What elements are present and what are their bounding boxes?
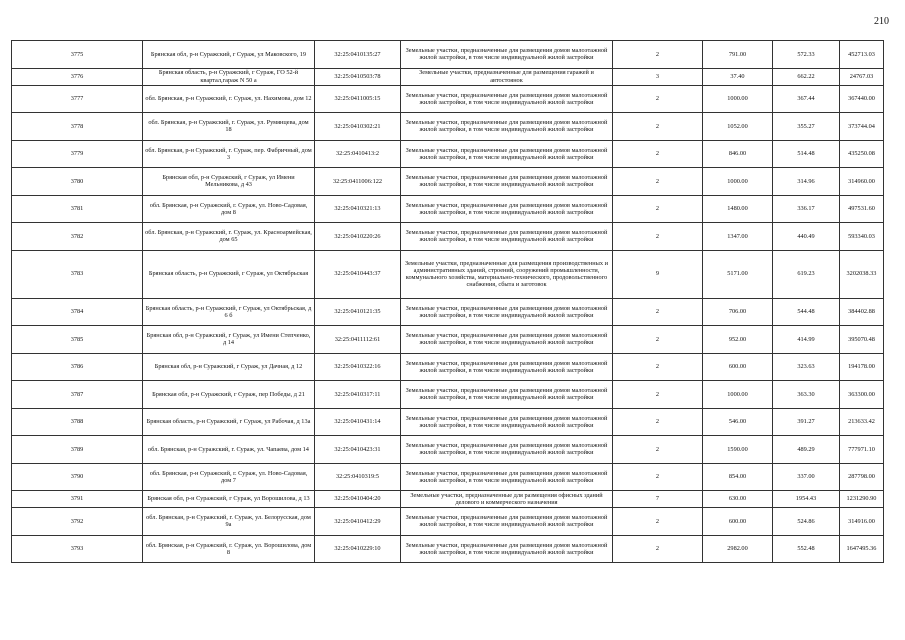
land-use-cell: Земельные участки, предназначенные для размещения домов малоэтажной жилой застройки, в том числе индивидуальной жилой застройки <box>401 381 613 409</box>
use-group-cell: 2 <box>613 535 703 563</box>
specific-value-cell: 440.49 <box>773 223 840 251</box>
specific-value-cell: 524.86 <box>773 508 840 536</box>
row-number-cell: 3785 <box>12 326 143 354</box>
row-number-cell: 3780 <box>12 168 143 196</box>
row-number-cell: 3790 <box>12 463 143 491</box>
row-number-cell: 3782 <box>12 223 143 251</box>
cadastral-number-cell: 32:25:0410317:11 <box>315 381 401 409</box>
area-cell: 37.40 <box>703 68 773 85</box>
use-group-cell: 3 <box>613 68 703 85</box>
cadastral-value-cell: 3202038.33 <box>840 250 884 298</box>
row-number-cell: 3779 <box>12 140 143 168</box>
specific-value-cell: 489.29 <box>773 436 840 464</box>
table-row <box>12 68 884 85</box>
address-cell: Брянская область, р-н Суражский, г Сураж, ГО 52-й квартал,гараж N 50 а <box>143 68 315 85</box>
cadastral-number-cell: 32:25:0411112:61 <box>315 326 401 354</box>
land-use-cell: Земельные участки, предназначенные для размещения домов малоэтажной жилой застройки, в том числе индивидуальной жилой застройки <box>401 140 613 168</box>
cadastral-value-cell: 777971.10 <box>840 436 884 464</box>
specific-value-cell: 414.99 <box>773 326 840 354</box>
address-cell: обл. Брянская, р-н Суражский, г. Сураж, ул. Ново-Садовая, дом 7 <box>143 463 315 491</box>
use-group-cell: 2 <box>613 353 703 381</box>
land-use-cell: Земельные участки, предназначенные для размещения домов малоэтажной жилой застройки, в том числе индивидуальной жилой застройки <box>401 463 613 491</box>
address-cell: Брянская область, р-н Суражский, г Сураж, ул Октябрьская <box>143 250 315 298</box>
land-use-cell: Земельные участки, предназначенные для размещения домов малоэтажной жилой застройки, в том числе индивидуальной жилой застройки <box>401 326 613 354</box>
land-use-cell: Земельные участки, предназначенные для размещения домов малоэтажной жилой застройки, в том числе индивидуальной жилой застройки <box>401 353 613 381</box>
address-cell: обл. Брянская, р-н Суражский, г. Сураж, пер. Фабричный, дом 3 <box>143 140 315 168</box>
specific-value-cell: 336.17 <box>773 195 840 223</box>
use-group-cell: 2 <box>613 463 703 491</box>
cadastral-number-cell: 32:25:0411006:122 <box>315 168 401 196</box>
cadastral-number-cell: 32:25:0410404:20 <box>315 491 401 508</box>
cadastral-value-cell: 314960.00 <box>840 168 884 196</box>
table-row <box>12 535 884 563</box>
land-use-cell: Земельные участки, предназначенные для размещения домов малоэтажной жилой застройки, в том числе индивидуальной жилой застройки <box>401 436 613 464</box>
cadastral-number-cell: 32:25:0410220:26 <box>315 223 401 251</box>
cadastral-value-cell: 287798.00 <box>840 463 884 491</box>
use-group-cell: 2 <box>613 113 703 141</box>
area-cell: 5171.00 <box>703 250 773 298</box>
address-cell: обл. Брянская, р-н Суражский, г. Сураж, ул. Красноармейская, дом 65 <box>143 223 315 251</box>
land-use-cell: Земельные участки, предназначенные для размещения домов малоэтажной жилой застройки, в том числе индивидуальной жилой застройки <box>401 41 613 69</box>
cadastral-value-cell: 367440.00 <box>840 85 884 113</box>
row-number-cell: 3777 <box>12 85 143 113</box>
specific-value-cell: 1954.43 <box>773 491 840 508</box>
use-group-cell: 2 <box>613 41 703 69</box>
specific-value-cell: 662.22 <box>773 68 840 85</box>
table-row <box>12 168 884 196</box>
cadastral-number-cell: 32:25:0410412:29 <box>315 508 401 536</box>
area-cell: 1590.00 <box>703 436 773 464</box>
land-use-cell: Земельные участки, предназначенные для размещения домов малоэтажной жилой застройки, в том числе индивидуальной жилой застройки <box>401 85 613 113</box>
address-cell: Брянская область, р-н Суражский, г Сураж, ул Октябрьская, д 6 б <box>143 298 315 326</box>
cadastral-value-cell: 373744.04 <box>840 113 884 141</box>
table-row <box>12 298 884 326</box>
table-row <box>12 508 884 536</box>
area-cell: 854.00 <box>703 463 773 491</box>
area-cell: 1052.00 <box>703 113 773 141</box>
specific-value-cell: 552.48 <box>773 535 840 563</box>
cadastral-number-cell: 32:25:0410121:35 <box>315 298 401 326</box>
row-number-cell: 3778 <box>12 113 143 141</box>
cadastral-number-cell: 32:25:0411005:15 <box>315 85 401 113</box>
cadastral-value-cell: 593340.03 <box>840 223 884 251</box>
land-use-cell: Земельные участки, предназначенные для размещения домов малоэтажной жилой застройки, в том числе индивидуальной жилой застройки <box>401 168 613 196</box>
row-number-cell: 3791 <box>12 491 143 508</box>
cadastral-value-cell: 314916.00 <box>840 508 884 536</box>
land-use-cell: Земельные участки, предназначенные для размещения домов малоэтажной жилой застройки, в том числе индивидуальной жилой застройки <box>401 223 613 251</box>
address-cell: Брянская обл, р-н Суражский, г Сураж, пер Победы, д 21 <box>143 381 315 409</box>
cadastral-number-cell: 32:25:0410321:13 <box>315 195 401 223</box>
use-group-cell: 2 <box>613 326 703 354</box>
specific-value-cell: 619.23 <box>773 250 840 298</box>
land-use-cell: Земельные участки, предназначенные для размещения домов малоэтажной жилой застройки, в том числе индивидуальной жилой застройки <box>401 113 613 141</box>
address-cell: Брянская обл, р-н Суражский, г Сураж, ул Имени Мельникова, д 43 <box>143 168 315 196</box>
use-group-cell: 2 <box>613 436 703 464</box>
cadastral-value-cell: 497531.60 <box>840 195 884 223</box>
use-group-cell: 2 <box>613 140 703 168</box>
cadastral-value-cell: 213633.42 <box>840 408 884 436</box>
table-row <box>12 326 884 354</box>
address-cell: Брянская обл, р-н Суражский, г Сураж, ул Имени Степченко, д 14 <box>143 326 315 354</box>
row-number-cell: 3787 <box>12 381 143 409</box>
specific-value-cell: 367.44 <box>773 85 840 113</box>
area-cell: 1480.00 <box>703 195 773 223</box>
row-number-cell: 3781 <box>12 195 143 223</box>
area-cell: 1000.00 <box>703 168 773 196</box>
specific-value-cell: 391.27 <box>773 408 840 436</box>
page-number: 210 <box>874 16 889 27</box>
use-group-cell: 2 <box>613 223 703 251</box>
cadastral-number-cell: 32:25:0410302:21 <box>315 113 401 141</box>
table-row <box>12 223 884 251</box>
table-row <box>12 195 884 223</box>
row-number-cell: 3788 <box>12 408 143 436</box>
row-number-cell: 3783 <box>12 250 143 298</box>
row-number-cell: 3793 <box>12 535 143 563</box>
cadastral-value-table <box>11 40 884 563</box>
land-use-cell: Земельные участки, предназначенные для размещения гаражей и автостоянок <box>401 68 613 85</box>
land-use-cell: Земельные участки, предназначенные для размещения домов малоэтажной жилой застройки, в том числе индивидуальной жилой застройки <box>401 298 613 326</box>
area-cell: 1000.00 <box>703 381 773 409</box>
address-cell: Брянская обл, р-н Суражский, г Сураж, ул Дачная, д 12 <box>143 353 315 381</box>
cadastral-number-cell: 32:25:0410503:78 <box>315 68 401 85</box>
area-cell: 1347.00 <box>703 223 773 251</box>
use-group-cell: 2 <box>613 85 703 113</box>
table-row <box>12 408 884 436</box>
address-cell: Брянская обл, р-н Суражский, г Сураж, ул Ворошилова, д 13 <box>143 491 315 508</box>
cadastral-value-cell: 1647495.36 <box>840 535 884 563</box>
cadastral-value-cell: 395070.48 <box>840 326 884 354</box>
table-row <box>12 113 884 141</box>
land-use-cell: Земельные участки, предназначенные для размещения производственных и административных зданий, строений, сооружений промышленности, коммунального хозяйства, материально-технического, продовольственного снабжения, сбыта и заготовок <box>401 250 613 298</box>
row-number-cell: 3775 <box>12 41 143 69</box>
use-group-cell: 2 <box>613 298 703 326</box>
specific-value-cell: 572.33 <box>773 41 840 69</box>
address-cell: Брянская обл, р-н Суражский, г Сураж, ул Маковского, 19 <box>143 41 315 69</box>
row-number-cell: 3784 <box>12 298 143 326</box>
table-row <box>12 353 884 381</box>
area-cell: 600.00 <box>703 508 773 536</box>
address-cell: обл. Брянская, р-н Суражский, г. Сураж, ул. Белорусская, дом 9а <box>143 508 315 536</box>
cadastral-value-cell: 194178.00 <box>840 353 884 381</box>
area-cell: 952.00 <box>703 326 773 354</box>
use-group-cell: 2 <box>613 381 703 409</box>
area-cell: 600.00 <box>703 353 773 381</box>
table-row <box>12 436 884 464</box>
cadastral-value-cell: 435250.08 <box>840 140 884 168</box>
area-cell: 1000.00 <box>703 85 773 113</box>
row-number-cell: 3786 <box>12 353 143 381</box>
cadastral-number-cell: 32:25:0410135:27 <box>315 41 401 69</box>
address-cell: обл. Брянская, р-н Суражский, г. Сураж, ул. Чапаева, дом 14 <box>143 436 315 464</box>
land-use-cell: Земельные участки, предназначенные для размещения домов малоэтажной жилой застройки, в том числе индивидуальной жилой застройки <box>401 508 613 536</box>
specific-value-cell: 514.48 <box>773 140 840 168</box>
cadastral-value-cell: 1231290.90 <box>840 491 884 508</box>
area-cell: 791.00 <box>703 41 773 69</box>
cadastral-number-cell: 32:25:0410229:10 <box>315 535 401 563</box>
use-group-cell: 2 <box>613 195 703 223</box>
area-cell: 846.00 <box>703 140 773 168</box>
cadastral-number-cell: 32:25:0410423:31 <box>315 436 401 464</box>
cadastral-number-cell: 32:25:0410322:16 <box>315 353 401 381</box>
land-use-cell: Земельные участки, предназначенные для размещения офисных зданий делового и коммерческого назначения <box>401 491 613 508</box>
table-row <box>12 491 884 508</box>
address-cell: Брянская область, р-н Суражский, г Сураж, ул Рабочая, д 13а <box>143 408 315 436</box>
table-row <box>12 381 884 409</box>
cadastral-number-cell: 32:25:0410443:37 <box>315 250 401 298</box>
table-row <box>12 85 884 113</box>
row-number-cell: 3792 <box>12 508 143 536</box>
area-cell: 706.00 <box>703 298 773 326</box>
use-group-cell: 2 <box>613 168 703 196</box>
table-row <box>12 41 884 69</box>
specific-value-cell: 363.30 <box>773 381 840 409</box>
row-number-cell: 3776 <box>12 68 143 85</box>
use-group-cell: 9 <box>613 250 703 298</box>
specific-value-cell: 355.27 <box>773 113 840 141</box>
specific-value-cell: 314.96 <box>773 168 840 196</box>
land-use-cell: Земельные участки, предназначенные для размещения домов малоэтажной жилой застройки, в том числе индивидуальной жилой застройки <box>401 535 613 563</box>
cadastral-value-cell: 384402.88 <box>840 298 884 326</box>
cadastral-number-cell: 32:25:0410431:14 <box>315 408 401 436</box>
use-group-cell: 7 <box>613 491 703 508</box>
specific-value-cell: 544.48 <box>773 298 840 326</box>
area-cell: 630.00 <box>703 491 773 508</box>
cadastral-value-cell: 24767.03 <box>840 68 884 85</box>
land-use-cell: Земельные участки, предназначенные для размещения домов малоэтажной жилой застройки, в том числе индивидуальной жилой застройки <box>401 408 613 436</box>
address-cell: обл. Брянская, р-н Суражский, г. Сураж, ул. Нахимова, дом 12 <box>143 85 315 113</box>
row-number-cell: 3789 <box>12 436 143 464</box>
table-row <box>12 140 884 168</box>
table-row <box>12 463 884 491</box>
cadastral-number-cell: 32:25:0410319:5 <box>315 463 401 491</box>
use-group-cell: 2 <box>613 408 703 436</box>
specific-value-cell: 337.00 <box>773 463 840 491</box>
land-use-cell: Земельные участки, предназначенные для размещения домов малоэтажной жилой застройки, в том числе индивидуальной жилой застройки <box>401 195 613 223</box>
cadastral-number-cell: 32:25:0410413:2 <box>315 140 401 168</box>
use-group-cell: 2 <box>613 508 703 536</box>
area-cell: 2982.00 <box>703 535 773 563</box>
address-cell: обл. Брянская, р-н Суражский, г. Сураж, ул. Ворошилова, дом 8 <box>143 535 315 563</box>
address-cell: обл. Брянская, р-н Суражский, г. Сураж, ул. Ново-Садовая, дом 8 <box>143 195 315 223</box>
area-cell: 546.00 <box>703 408 773 436</box>
cadastral-value-cell: 452713.03 <box>840 41 884 69</box>
table-row <box>12 250 884 298</box>
specific-value-cell: 323.63 <box>773 353 840 381</box>
cadastral-value-cell: 363300.00 <box>840 381 884 409</box>
address-cell: обл. Брянская, р-н Суражский, г. Сураж, ул. Румянцева, дом 18 <box>143 113 315 141</box>
